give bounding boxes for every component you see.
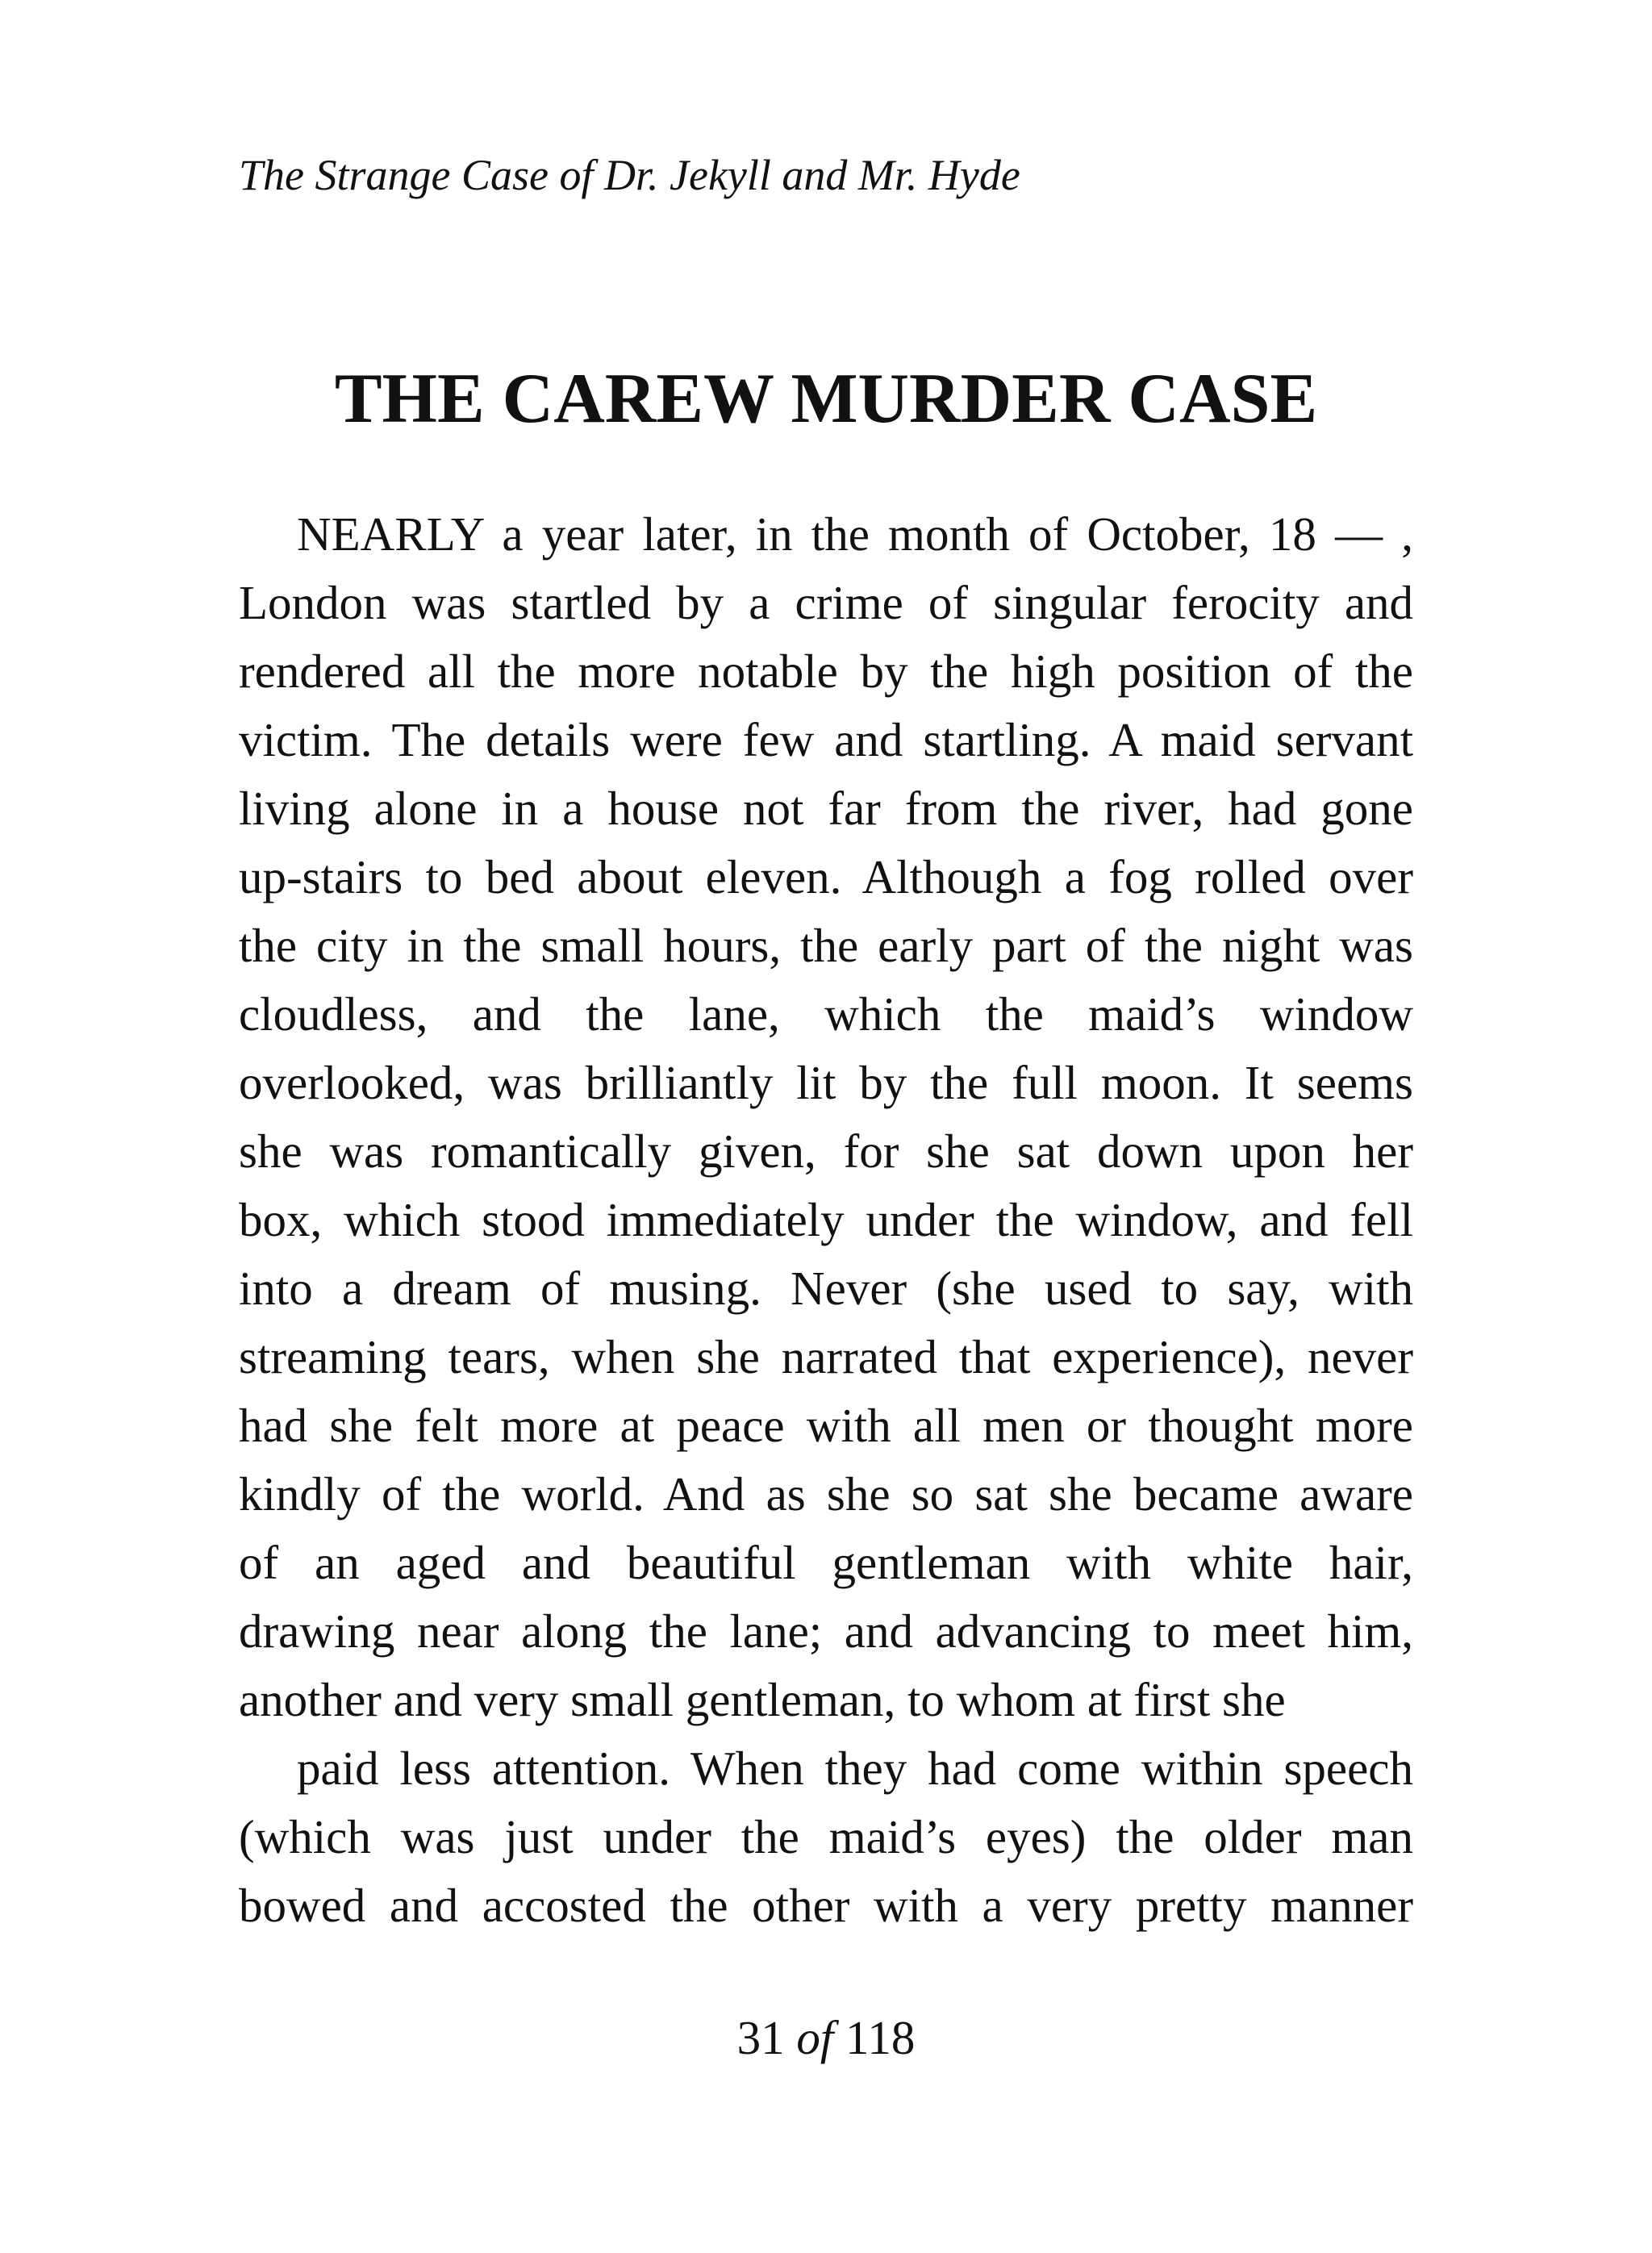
text-line: the city in the small hours, the early part of the night was — [239, 919, 1413, 972]
chapter-title: THE CAREW MURDER CASE — [334, 360, 1318, 438]
text-line: living alone in a house not far from the river, had gone — [239, 782, 1413, 835]
text-line: of an aged and beautiful gentleman with white hair, — [239, 1536, 1413, 1589]
text-line: NEARLY a year later, in the month of October, 18 — , — [297, 507, 1413, 561]
text-line: up-stairs to bed about eleven. Although a fog rolled over — [239, 850, 1413, 903]
text-line: box, which stood immediately under the window, and fell — [239, 1193, 1413, 1246]
text-line: (which was just under the maid’s eyes) the older man — [239, 1810, 1413, 1863]
text-line: another and very small gentleman, to whom at first she — [239, 1673, 1286, 1726]
paragraph — [239, 1734, 1413, 1940]
text-line: kindly of the world. And as she so sat she became aware — [239, 1467, 1413, 1521]
text-line: rendered all the more notable by the high position of the — [239, 645, 1413, 698]
text-line: overlooked, was brilliantly lit by the full moon. It seems — [239, 1056, 1413, 1109]
paragraph — [239, 500, 1413, 1734]
text-line: had she felt more at peace with all men or thought more — [239, 1399, 1413, 1452]
page-of-label: of — [796, 2011, 834, 2064]
chapter-body — [239, 500, 1413, 1940]
running-header: The Strange Case of Dr. Jekyll and Mr. Hyde — [239, 151, 1020, 199]
text-line: victim. The details were few and startling. A maid servant — [239, 713, 1413, 766]
text-line: into a dream of musing. Never (she used to say, with — [239, 1262, 1413, 1315]
text-line: streaming tears, when she narrated that experience), never — [239, 1330, 1413, 1383]
page-total: 118 — [845, 2011, 916, 2064]
text-line: paid less attention. When they had come within speech — [297, 1742, 1413, 1795]
text-line: cloudless, and the lane, which the maid’s window — [239, 987, 1413, 1041]
text-line: she was romantically given, for she sat down upon her — [239, 1124, 1413, 1178]
page-number — [0, 2005, 1652, 2070]
text-line: drawing near along the lane; and advancing to meet him, — [239, 1604, 1413, 1658]
page-current: 31 — [736, 2011, 785, 2064]
text-line: London was startled by a crime of singular ferocity and — [239, 576, 1413, 629]
text-line: bowed and accosted the other with a very pretty manner — [239, 1879, 1413, 1932]
